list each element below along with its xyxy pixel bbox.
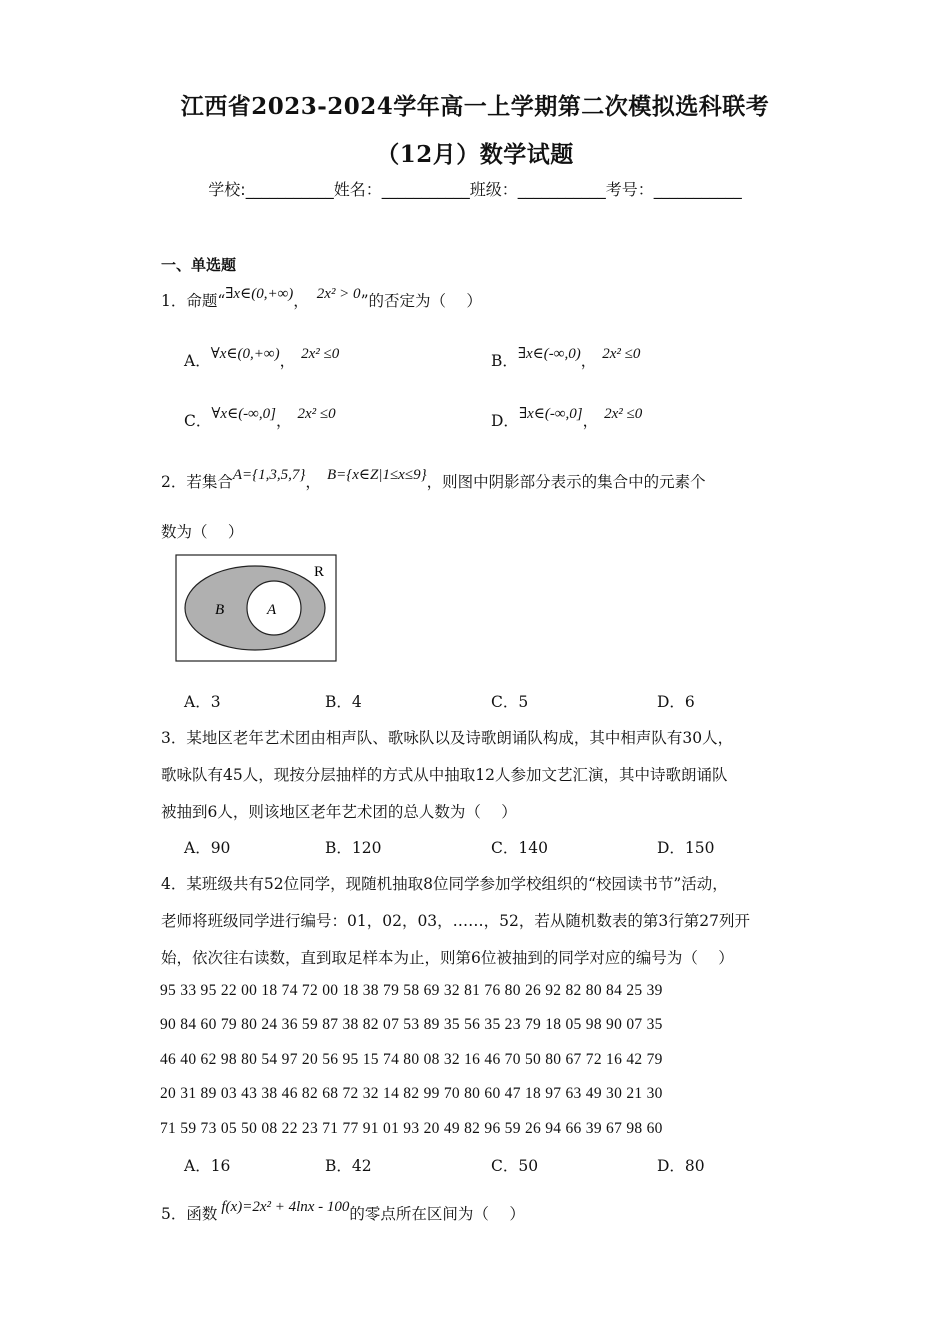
q1-option-c[interactable] (184, 406, 336, 431)
option-separator: ， (582, 412, 599, 430)
q4-option-b[interactable]: B．42 (325, 1157, 372, 1175)
option-separator: ， (279, 352, 296, 370)
q3-option-b[interactable]: B．120 (325, 839, 382, 857)
random-table-row-5: 71 59 73 05 50 08 22 23 71 77 91 01 93 20 49 82 96 59 26 94 66 39 67 98 60 (160, 1120, 663, 1137)
question-2-stem (161, 467, 706, 492)
q5-function: f(x)=2x² + 4lnx - 100 (221, 1199, 350, 1215)
set-a-label: A (267, 602, 277, 618)
option-label: B． (491, 352, 518, 370)
question-2-stem-line2: 数为（ ） (161, 523, 244, 541)
q3-option-a[interactable]: A．90 (184, 839, 231, 857)
question-4-line3: 始，依次往右读数，直到取足样本为止，则第6位被抽到的同学对应的编号为（ ） (161, 949, 734, 967)
random-table-row-1: 95 33 95 22 00 18 74 72 00 18 38 79 58 69 32 81 76 80 26 92 82 80 84 25 39 (160, 982, 663, 999)
q2-prefix: 2．若集合 (161, 473, 233, 491)
q3-option-c[interactable]: C．140 (491, 839, 548, 857)
question-5-stem (161, 1199, 525, 1224)
question-1-stem (161, 286, 482, 311)
random-table-row-2: 90 84 60 79 80 24 36 59 87 38 82 07 53 89 35 56 35 23 79 18 05 98 90 07 35 (160, 1016, 663, 1033)
option-label: C． (184, 412, 212, 430)
q1-math-inequality: 2x² > 0 (316, 286, 361, 302)
q4-option-a[interactable]: A．16 (184, 1157, 231, 1175)
question-3-line2: 歌咏队有45人，现按分层抽样的方式从中抽取12人参加文艺汇演，其中诗歌朗诵队 (161, 766, 728, 784)
option-quantifier: ∃x∈(-∞,0) (517, 346, 581, 362)
venn-diagram (175, 554, 339, 664)
q2-set-a: A={1,3,5,7} (232, 467, 306, 483)
random-table-row-4: 20 31 89 03 43 38 46 82 68 72 32 14 82 99 70 80 60 47 18 97 63 49 30 21 30 (160, 1085, 663, 1102)
exam-title-line1: 江西省2023-2024学年高一上学期第二次模拟选科联考 (180, 93, 770, 120)
q5-suffix: 的零点所在区间为（ ） (349, 1205, 525, 1223)
q3-option-d[interactable]: D．150 (657, 839, 715, 857)
q1-prefix: 1．命题“ (161, 292, 226, 310)
universe-label: R (314, 564, 325, 580)
student-info-line: 学校:___________姓名：___________班级：___________考号：___________ (208, 180, 742, 199)
option-quantifier: ∀x∈(0,+∞) (210, 346, 280, 362)
q1-suffix: ”的否定为（ ） (360, 292, 482, 310)
option-quantifier: ∃x∈(-∞,0] (518, 406, 583, 422)
q1-option-b[interactable] (491, 346, 641, 371)
q1-comma: ， (293, 292, 309, 310)
q5-prefix: 5．函数 (161, 1205, 218, 1223)
q2-set-b: B={x∈Z|1≤x≤9} (326, 467, 427, 483)
q4-option-c[interactable]: C．50 (491, 1157, 539, 1175)
q1-math-quantifier: ∃x∈(0,+∞) (225, 286, 294, 302)
set-b-label: B (215, 602, 225, 618)
q2-option-a[interactable]: A．3 (184, 693, 221, 711)
q2-comma: ， (305, 473, 321, 491)
q4-option-d[interactable]: D．80 (657, 1157, 705, 1175)
option-inequality: 2x² ≤0 (602, 346, 641, 362)
q2-option-d[interactable]: D．6 (657, 693, 695, 711)
option-inequality: 2x² ≤0 (297, 406, 336, 422)
q2-suffix: ，则图中阴影部分表示的集合中的元素个 (426, 473, 706, 491)
exam-title-line2: （12月）数学试题 (376, 141, 574, 168)
question-3-line1: 3．某地区老年艺术团由相声队、歌咏队以及诗歌朗诵队构成，其中相声队有30人， (161, 729, 734, 747)
q1-option-d[interactable] (491, 406, 643, 431)
question-3-line3: 被抽到6人，则该地区老年艺术团的总人数为（ ） (161, 803, 517, 821)
q2-option-c[interactable]: C．5 (491, 693, 529, 711)
q1-option-a[interactable] (184, 346, 340, 371)
question-4-line1: 4．某班级共有52位同学，现随机抽取8位同学参加学校组织的“校园读书节”活动， (161, 875, 728, 893)
option-separator: ， (580, 352, 597, 370)
option-inequality: 2x² ≤0 (301, 346, 340, 362)
question-4-line2: 老师将班级同学进行编号：01，02，03，……，52，若从随机数表的第3行第27列开 (161, 912, 750, 930)
option-label: D． (491, 412, 519, 430)
option-separator: ， (275, 412, 292, 430)
option-label: A． (184, 352, 211, 370)
section-title: 一、单选题 (161, 256, 237, 274)
random-table-row-3: 46 40 62 98 80 54 97 20 56 95 15 74 80 08 32 16 46 70 50 80 67 72 16 42 79 (160, 1051, 663, 1068)
option-quantifier: ∀x∈(-∞,0] (211, 406, 276, 422)
q2-option-b[interactable]: B．4 (325, 693, 362, 711)
option-inequality: 2x² ≤0 (604, 406, 643, 422)
